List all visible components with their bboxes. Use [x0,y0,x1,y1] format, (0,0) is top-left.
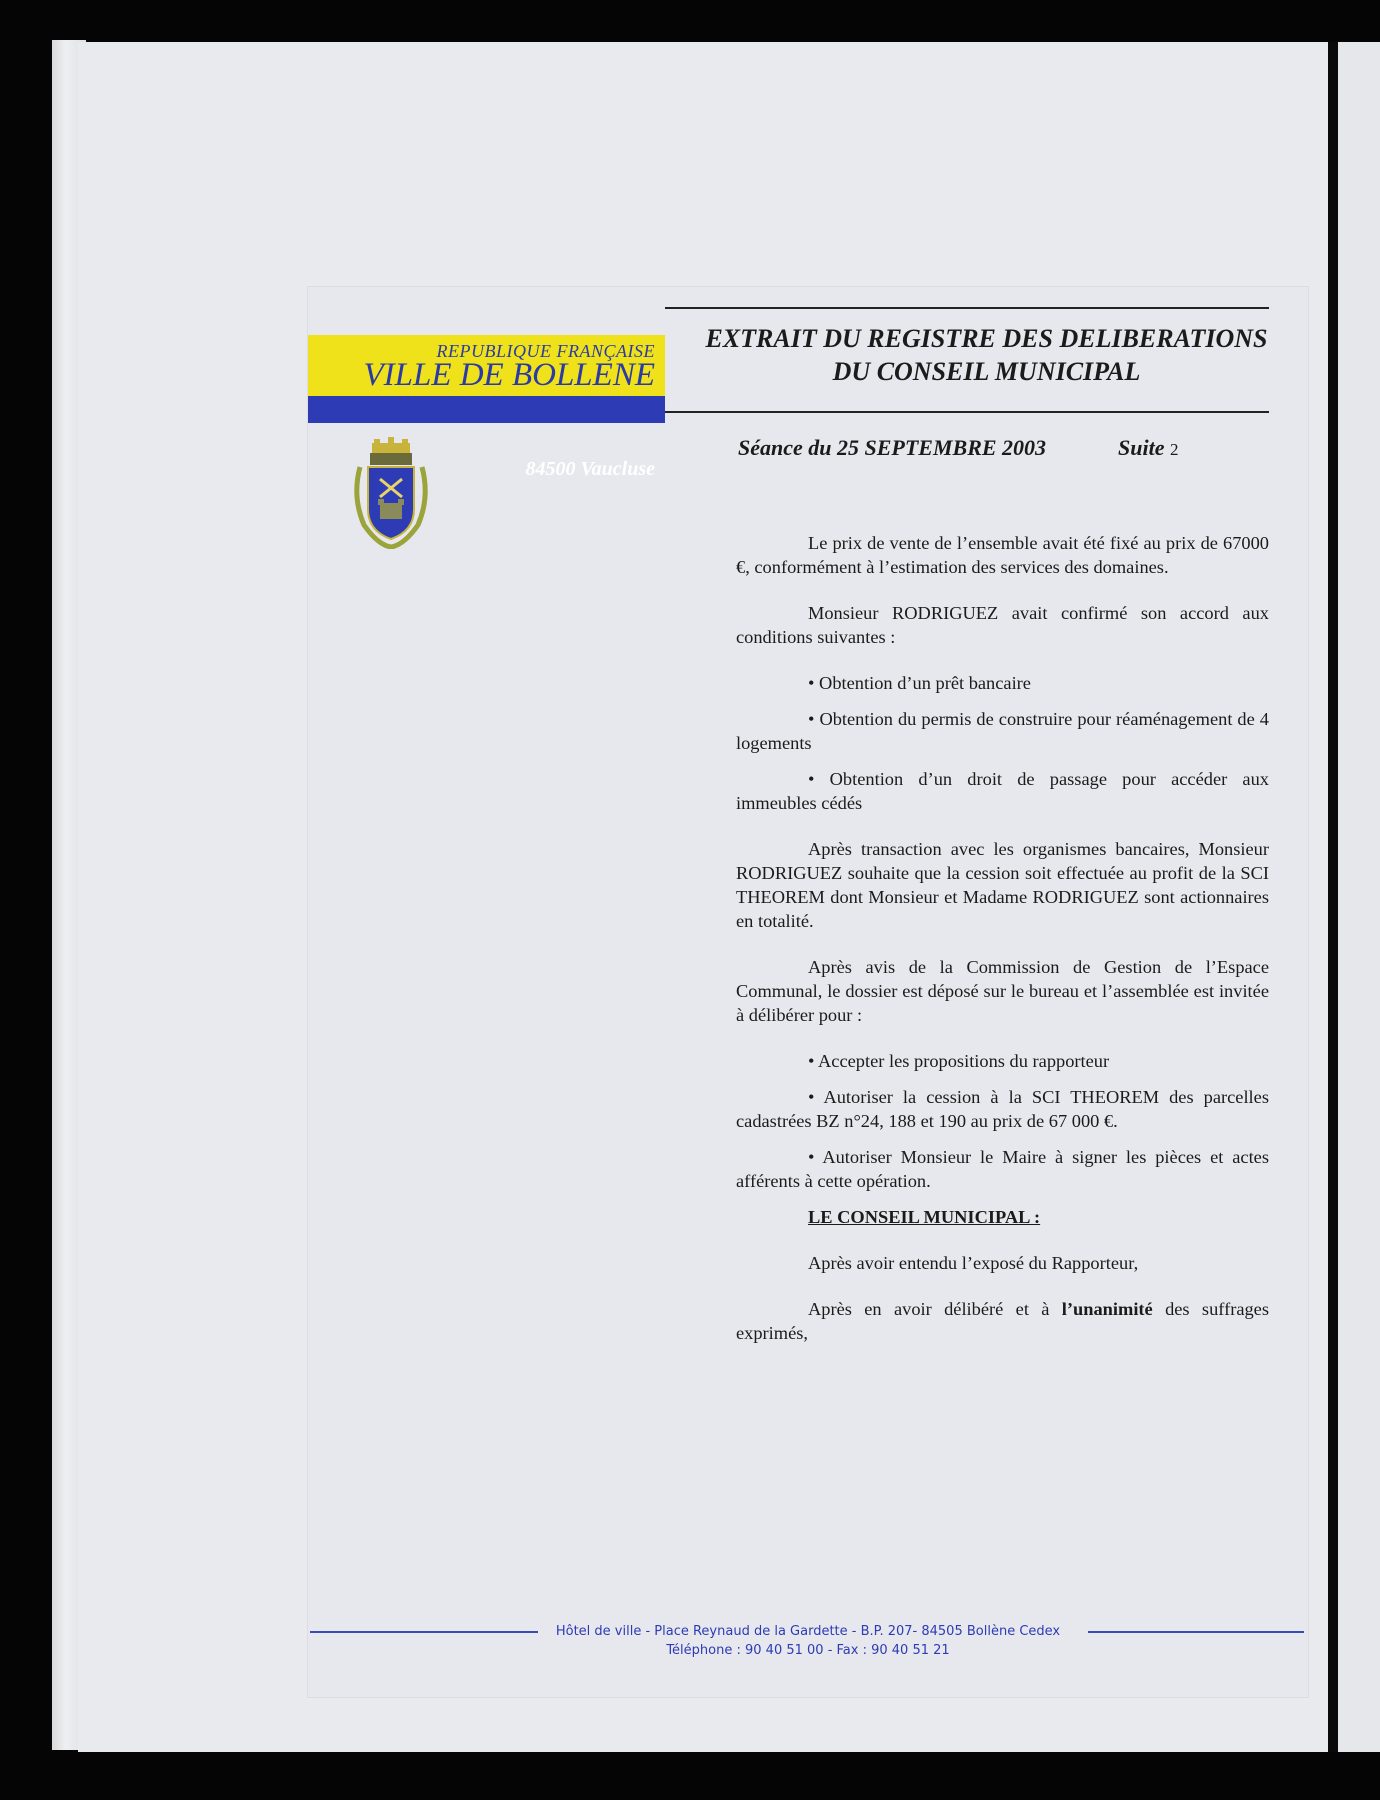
unanimite-before: Après en avoir délibéré et à [808,1299,1062,1319]
bullet-text: Autoriser la cession à la SCI THEOREM des parcelles cadastrées BZ n°24, 188 et 190 au prix de 67 000 €. [736,1087,1269,1131]
title-top-rule [665,307,1269,309]
unanimite-after: des suffrages exprimés, [736,1299,1270,1343]
seance-label: Séance du 25 SEPTEMBRE 2003 [738,435,1047,460]
document-title [665,322,1308,388]
bullet-text: Autoriser Monsieur le Maire à signer les pièces et actes afférents à cette opération. [736,1147,1269,1191]
paragraph-expose: Après avoir entendu l’exposé du Rapporteur, [808,1253,1139,1273]
conseil-heading [736,1205,1269,1229]
adjacent-page-edge [1328,42,1380,1752]
coat-of-arms-icon [350,437,432,549]
paragraph-unanimite [736,1297,1269,1345]
banner-blue-band [308,396,665,480]
deliberation-sheet [308,287,1308,1697]
city-banner [308,335,665,480]
banner-yellow-band [308,335,665,396]
paragraph-transaction: Après transaction avec les organismes bancaires, Monsieur RODRIGUEZ souhaite que la cession soit effectuée au profit de la SCI THEOREM dont Monsieur et Madame RODRIGUEZ sont actionnaires en totalité. [736,839,1269,931]
conseil-heading-text: LE CONSEIL MUNICIPAL : [808,1207,1041,1227]
bullet-item: • Obtention d’un droit de passage pour accéder aux immeubles cédés [736,769,1269,813]
deliberation-body [736,531,1269,1345]
paragraph-price: Le prix de vente de l’ensemble avait été fixé au prix de 67000 €, conformément à l’estimation des services des domaines. [736,533,1269,577]
title-bottom-rule [665,411,1269,413]
departement-label: 84500 Vaucluse [525,458,655,480]
suite-label [1118,435,1178,461]
republique-label: REPUBLIQUE FRANÇAISE [436,341,655,361]
paragraph-accord: Monsieur RODRIGUEZ avait confirmé son accord aux conditions suivantes : [736,603,1269,647]
bullet-item: • Accepter les propositions du rapporteur [808,1051,1110,1071]
bullet-text: Accepter les propositions du rapporteur [818,1051,1110,1071]
unanimite-bold: l’unanimité [1061,1299,1153,1319]
bullet-text: Obtention d’un droit de passage pour accéder aux immeubles cédés [736,769,1269,813]
suite-text: Suite [1118,435,1165,460]
bullet-text: Obtention du permis de construire pour réaménagement de 4 logements [736,709,1269,753]
page [78,42,1328,1752]
footer-line-1: Hôtel de ville - Place Reynaud de la Gardette - B.P. 207- 84505 Bollène Cedex [555,1624,1061,1639]
ville-label: VILLE DE BOLLENE [363,357,655,393]
title-line-2: DU CONSEIL MUNICIPAL [832,357,1141,386]
bullet-item: • Autoriser la cession à la SCI THEOREM des parcelles cadastrées BZ n°24, 188 et 190 au prix de 67 000 €. [736,1087,1269,1131]
bullet-item: • Autoriser Monsieur le Maire à signer les pièces et actes afférents à cette opération. [736,1147,1269,1191]
suite-number: 2 [1169,440,1179,459]
footer-line-2: Téléphone : 90 40 51 00 - Fax : 90 40 51 21 [666,1643,950,1658]
bullet-item: • Obtention du permis de construire pour réaménagement de 4 logements [736,709,1269,753]
footer-address [308,1622,1308,1660]
bullet-item: • Obtention d’un prêt bancaire [808,673,1031,693]
bullet-text: Obtention d’un prêt bancaire [819,673,1031,693]
paragraph-commission: Après avis de la Commission de Gestion de l’Espace Communal, le dossier est déposé sur le bureau et l’assemblée est invitée à délibérer pour : [736,957,1269,1025]
title-line-1: EXTRAIT DU REGISTRE DES DELIBERATIONS [705,324,1268,353]
